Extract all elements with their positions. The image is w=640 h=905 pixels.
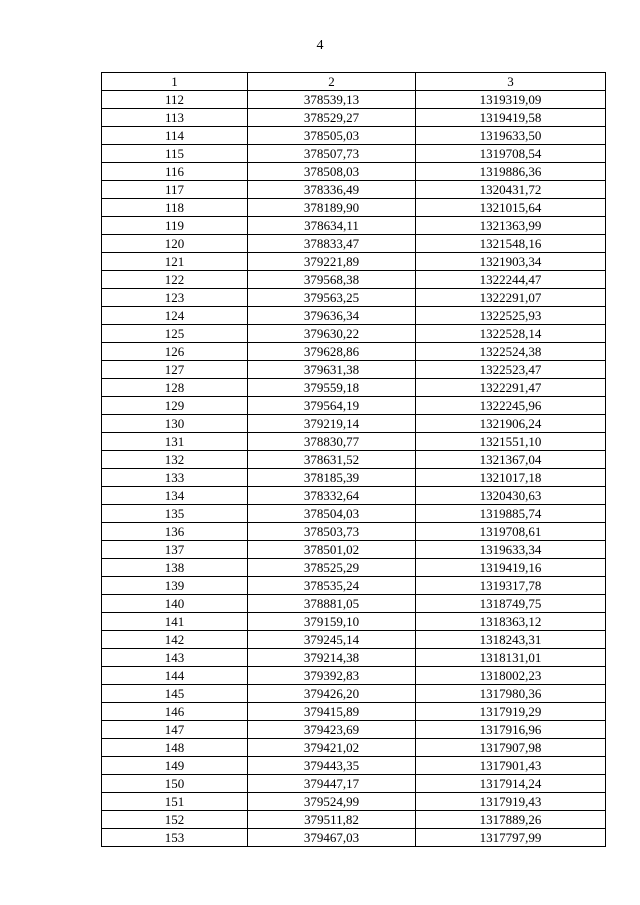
- point-number-cell: 153: [102, 829, 248, 847]
- point-number-cell: 114: [102, 127, 248, 145]
- point-number-cell: 129: [102, 397, 248, 415]
- x-coordinate-cell: 379421,02: [248, 739, 416, 757]
- table-row: [102, 523, 606, 541]
- x-coordinate-cell: 379392,83: [248, 667, 416, 685]
- table-row: [102, 379, 606, 397]
- x-coordinate-cell: 379447,17: [248, 775, 416, 793]
- y-coordinate-cell: 1317914,24: [416, 775, 606, 793]
- point-number-cell: 150: [102, 775, 248, 793]
- y-coordinate-cell: 1319319,09: [416, 91, 606, 109]
- y-coordinate-cell: 1318243,31: [416, 631, 606, 649]
- point-number-cell: 143: [102, 649, 248, 667]
- table-row: [102, 289, 606, 307]
- table-row: [102, 541, 606, 559]
- table-row: [102, 451, 606, 469]
- point-number-cell: 132: [102, 451, 248, 469]
- x-coordinate-cell: 378881,05: [248, 595, 416, 613]
- x-coordinate-cell: 378833,47: [248, 235, 416, 253]
- x-coordinate-cell: 378501,02: [248, 541, 416, 559]
- y-coordinate-cell: 1319633,34: [416, 541, 606, 559]
- y-coordinate-cell: 1322525,93: [416, 307, 606, 325]
- y-coordinate-cell: 1321903,34: [416, 253, 606, 271]
- table-header: [102, 73, 606, 91]
- x-coordinate-cell: 378535,24: [248, 577, 416, 595]
- point-number-cell: 128: [102, 379, 248, 397]
- y-coordinate-cell: 1321551,10: [416, 433, 606, 451]
- table-row: [102, 127, 606, 145]
- point-number-cell: 117: [102, 181, 248, 199]
- table-body: [102, 91, 606, 847]
- y-coordinate-cell: 1319885,74: [416, 505, 606, 523]
- y-coordinate-cell: 1317901,43: [416, 757, 606, 775]
- x-coordinate-cell: 378504,03: [248, 505, 416, 523]
- y-coordinate-cell: 1321363,99: [416, 217, 606, 235]
- x-coordinate-cell: 378539,13: [248, 91, 416, 109]
- point-number-cell: 144: [102, 667, 248, 685]
- x-coordinate-cell: 379636,34: [248, 307, 416, 325]
- point-number-cell: 141: [102, 613, 248, 631]
- x-coordinate-cell: 379443,35: [248, 757, 416, 775]
- point-number-cell: 131: [102, 433, 248, 451]
- table-row: [102, 217, 606, 235]
- point-number-cell: 127: [102, 361, 248, 379]
- y-coordinate-cell: 1321017,18: [416, 469, 606, 487]
- table-row: [102, 613, 606, 631]
- x-coordinate-cell: 378631,52: [248, 451, 416, 469]
- point-number-cell: 148: [102, 739, 248, 757]
- point-number-cell: 145: [102, 685, 248, 703]
- y-coordinate-cell: 1321367,04: [416, 451, 606, 469]
- column-header: 2: [248, 73, 416, 91]
- table-row: [102, 595, 606, 613]
- point-number-cell: 126: [102, 343, 248, 361]
- table-row: [102, 163, 606, 181]
- x-coordinate-cell: 378529,27: [248, 109, 416, 127]
- table-row: [102, 505, 606, 523]
- y-coordinate-cell: 1317907,98: [416, 739, 606, 757]
- table-row: [102, 811, 606, 829]
- x-coordinate-cell: 379426,20: [248, 685, 416, 703]
- point-number-cell: 152: [102, 811, 248, 829]
- table-row: [102, 775, 606, 793]
- point-number-cell: 121: [102, 253, 248, 271]
- y-coordinate-cell: 1318749,75: [416, 595, 606, 613]
- point-number-cell: 134: [102, 487, 248, 505]
- table-row: [102, 685, 606, 703]
- table-row: [102, 793, 606, 811]
- table-row: [102, 271, 606, 289]
- point-number-cell: 142: [102, 631, 248, 649]
- point-number-cell: 133: [102, 469, 248, 487]
- x-coordinate-cell: 378185,39: [248, 469, 416, 487]
- x-coordinate-cell: 379221,89: [248, 253, 416, 271]
- table-row: [102, 181, 606, 199]
- point-number-cell: 112: [102, 91, 248, 109]
- point-number-cell: 139: [102, 577, 248, 595]
- table-row: [102, 109, 606, 127]
- x-coordinate-cell: 378336,49: [248, 181, 416, 199]
- y-coordinate-cell: 1319708,61: [416, 523, 606, 541]
- point-number-cell: 119: [102, 217, 248, 235]
- y-coordinate-cell: 1318363,12: [416, 613, 606, 631]
- y-coordinate-cell: 1321015,64: [416, 199, 606, 217]
- x-coordinate-cell: 378189,90: [248, 199, 416, 217]
- table-row: [102, 253, 606, 271]
- y-coordinate-cell: 1319419,58: [416, 109, 606, 127]
- x-coordinate-cell: 379214,38: [248, 649, 416, 667]
- point-number-cell: 113: [102, 109, 248, 127]
- point-number-cell: 122: [102, 271, 248, 289]
- table-row: [102, 307, 606, 325]
- point-number-cell: 138: [102, 559, 248, 577]
- point-number-cell: 123: [102, 289, 248, 307]
- table-row: [102, 739, 606, 757]
- y-coordinate-cell: 1319317,78: [416, 577, 606, 595]
- x-coordinate-cell: 379245,14: [248, 631, 416, 649]
- point-number-cell: 136: [102, 523, 248, 541]
- x-coordinate-cell: 378525,29: [248, 559, 416, 577]
- header-row: [102, 73, 606, 91]
- table-row: [102, 559, 606, 577]
- x-coordinate-cell: 379423,69: [248, 721, 416, 739]
- point-number-cell: 116: [102, 163, 248, 181]
- table-row: [102, 703, 606, 721]
- x-coordinate-cell: 379564,19: [248, 397, 416, 415]
- table-row: [102, 667, 606, 685]
- point-number-cell: 149: [102, 757, 248, 775]
- x-coordinate-cell: 379563,25: [248, 289, 416, 307]
- page-number: 4: [316, 38, 324, 53]
- point-number-cell: 125: [102, 325, 248, 343]
- table-row: [102, 487, 606, 505]
- x-coordinate-cell: 378503,73: [248, 523, 416, 541]
- point-number-cell: 115: [102, 145, 248, 163]
- table-row: [102, 235, 606, 253]
- y-coordinate-cell: 1320431,72: [416, 181, 606, 199]
- x-coordinate-cell: 379467,03: [248, 829, 416, 847]
- point-number-cell: 124: [102, 307, 248, 325]
- y-coordinate-cell: 1317919,29: [416, 703, 606, 721]
- point-number-cell: 130: [102, 415, 248, 433]
- column-header: 1: [102, 73, 248, 91]
- table-row: [102, 325, 606, 343]
- y-coordinate-cell: 1319886,36: [416, 163, 606, 181]
- x-coordinate-cell: 378507,73: [248, 145, 416, 163]
- y-coordinate-cell: 1321548,16: [416, 235, 606, 253]
- x-coordinate-cell: 379630,22: [248, 325, 416, 343]
- table-row: [102, 829, 606, 847]
- point-number-cell: 140: [102, 595, 248, 613]
- y-coordinate-cell: 1322291,07: [416, 289, 606, 307]
- table-row: [102, 577, 606, 595]
- y-coordinate-cell: 1322244,47: [416, 271, 606, 289]
- y-coordinate-cell: 1318131,01: [416, 649, 606, 667]
- point-number-cell: 118: [102, 199, 248, 217]
- point-number-cell: 147: [102, 721, 248, 739]
- y-coordinate-cell: 1322291,47: [416, 379, 606, 397]
- point-number-cell: 135: [102, 505, 248, 523]
- x-coordinate-cell: 378332,64: [248, 487, 416, 505]
- y-coordinate-cell: 1317889,26: [416, 811, 606, 829]
- x-coordinate-cell: 378830,77: [248, 433, 416, 451]
- table-row: [102, 469, 606, 487]
- x-coordinate-cell: 379559,18: [248, 379, 416, 397]
- table-row: [102, 397, 606, 415]
- x-coordinate-cell: 378634,11: [248, 217, 416, 235]
- table-row: [102, 433, 606, 451]
- table-row: [102, 361, 606, 379]
- coordinates-table: [101, 72, 606, 847]
- x-coordinate-cell: 379631,38: [248, 361, 416, 379]
- x-coordinate-cell: 378508,03: [248, 163, 416, 181]
- point-number-cell: 120: [102, 235, 248, 253]
- y-coordinate-cell: 1322524,38: [416, 343, 606, 361]
- table-row: [102, 343, 606, 361]
- table-row: [102, 631, 606, 649]
- y-coordinate-cell: 1317919,43: [416, 793, 606, 811]
- x-coordinate-cell: 379524,99: [248, 793, 416, 811]
- x-coordinate-cell: 379628,86: [248, 343, 416, 361]
- y-coordinate-cell: 1322245,96: [416, 397, 606, 415]
- table-row: [102, 757, 606, 775]
- y-coordinate-cell: 1320430,63: [416, 487, 606, 505]
- y-coordinate-cell: 1319633,50: [416, 127, 606, 145]
- table-row: [102, 199, 606, 217]
- x-coordinate-cell: 379219,14: [248, 415, 416, 433]
- x-coordinate-cell: 378505,03: [248, 127, 416, 145]
- point-number-cell: 146: [102, 703, 248, 721]
- x-coordinate-cell: 379511,82: [248, 811, 416, 829]
- point-number-cell: 137: [102, 541, 248, 559]
- x-coordinate-cell: 379415,89: [248, 703, 416, 721]
- column-header: 3: [416, 73, 606, 91]
- table-row: [102, 649, 606, 667]
- y-coordinate-cell: 1319708,54: [416, 145, 606, 163]
- y-coordinate-cell: 1318002,23: [416, 667, 606, 685]
- table-row: [102, 721, 606, 739]
- y-coordinate-cell: 1317980,36: [416, 685, 606, 703]
- y-coordinate-cell: 1317797,99: [416, 829, 606, 847]
- table-row: [102, 91, 606, 109]
- y-coordinate-cell: 1317916,96: [416, 721, 606, 739]
- x-coordinate-cell: 379568,38: [248, 271, 416, 289]
- y-coordinate-cell: 1319419,16: [416, 559, 606, 577]
- x-coordinate-cell: 379159,10: [248, 613, 416, 631]
- y-coordinate-cell: 1322523,47: [416, 361, 606, 379]
- y-coordinate-cell: 1322528,14: [416, 325, 606, 343]
- table-row: [102, 415, 606, 433]
- point-number-cell: 151: [102, 793, 248, 811]
- table-row: [102, 145, 606, 163]
- y-coordinate-cell: 1321906,24: [416, 415, 606, 433]
